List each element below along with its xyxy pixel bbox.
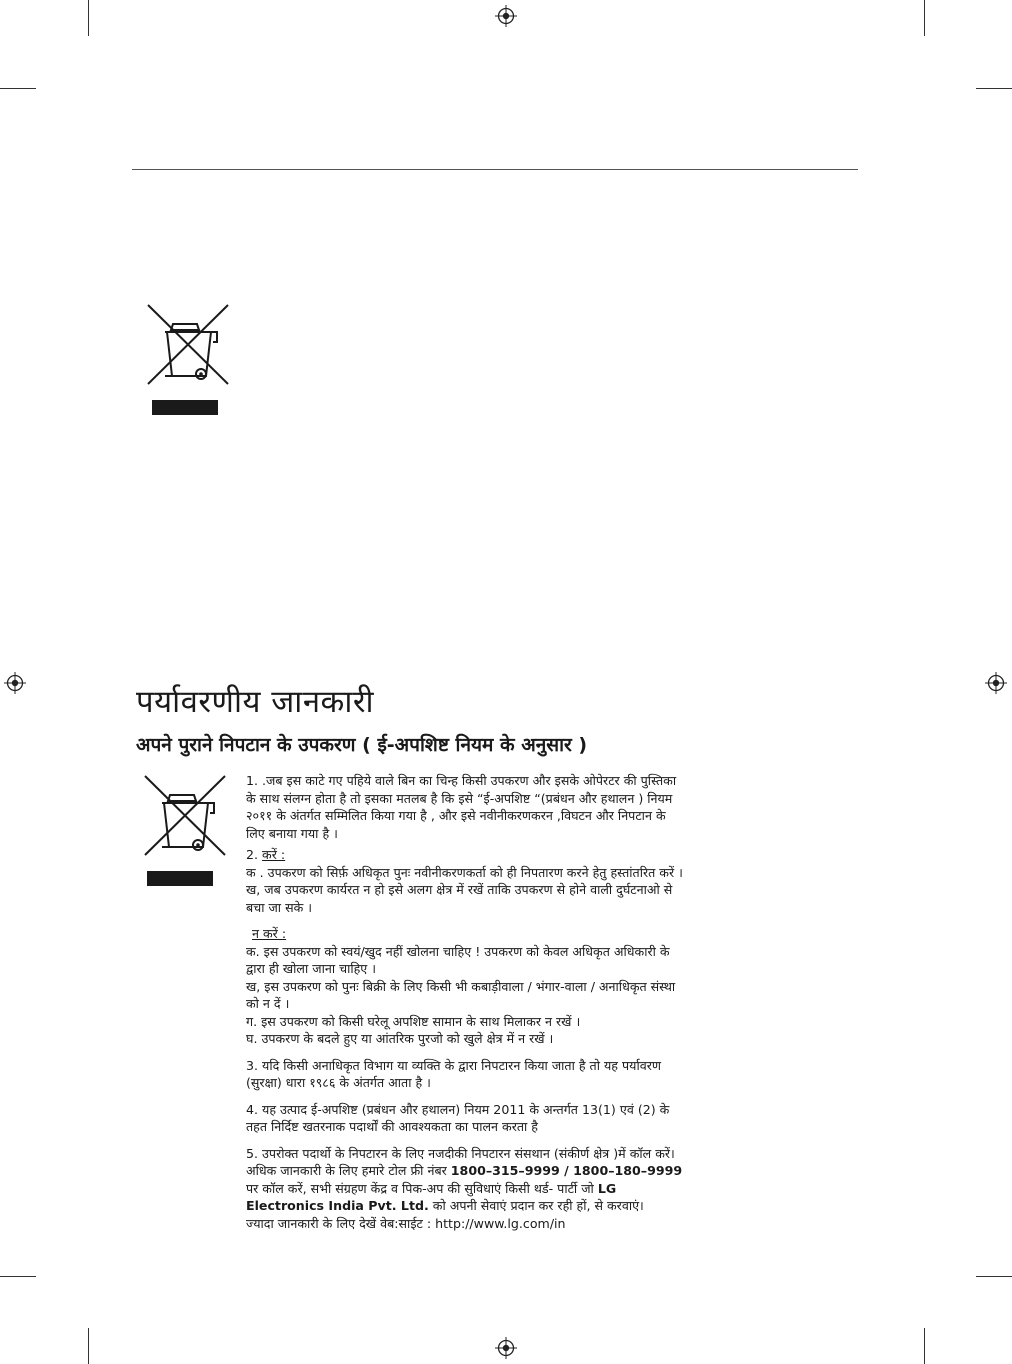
donts-label: न करें : — [252, 926, 287, 941]
crop-mark — [0, 1276, 36, 1277]
company-name: LG Electronics India Pvt. Ltd. — [246, 1180, 617, 1213]
paragraph-5-text-b: पर कॉल करें, सभी संग्रहण केंद्र व पिक-अप की सुविधाएं किसी थर्ड- पार्टी जो — [246, 1180, 598, 1196]
crossed-out-wheelie-bin-icon — [143, 302, 233, 417]
registration-mark-icon — [4, 672, 26, 694]
crop-mark — [976, 88, 1012, 89]
dos-number: 2. — [246, 847, 259, 862]
paragraph-1: 1. .जब इस काटे गए पहिये वाले बिन का चिन्ह किसी उपकरण और इसके ओपेरटर की पुस्तिका के साथ संलग्न होता है तो इसका मतलब है कि इसे “ई-अपशिष्ट “(प्रबंधन और हथालन ) नियम २०११ के अंतर्गत सम्मिलित किया गया है , और इसे नवीनीकरणकरन ,विघटन और निपटान के लिए बनाया गया है । — [246, 773, 677, 841]
dos-item-a: क . उपकरण को सिर्फ़ अधिकृत पुनः नवीनीकरणकर्ता को ही निपतारण करने हेतु हस्तांतरित करें । — [246, 864, 683, 880]
website-line: ज्यादा जानकारी के लिए देखें वेब:साईट : http://www.lg.com/in — [246, 1215, 566, 1231]
donts-item-b: ख, इस उपकरण को पुनः बिक्री के लिए किसी भी कबाड़ीवाला / भंगार-वाला / अनाधिकृत संस्था को न दें । — [246, 978, 676, 1011]
paragraph-5-text-a: 5. उपरोक्त पदार्थो के निपटारन के लिए नजदीकी निपटारन संसथान (संकीर्ण क्षेत्र )में कॉल करें। अधिक जानकारी के लिए हमारे टोल फ्री नंबर — [246, 1145, 675, 1178]
toll-free-number: 1800–315–9999 / 1800–180–9999 — [450, 1163, 683, 1178]
registration-mark-icon — [495, 5, 517, 27]
crop-mark — [0, 88, 36, 89]
crossed-out-wheelie-bin-icon — [140, 773, 230, 888]
section-subtitle: अपने पुराने निपटान के उपकरण ( ई-अपशिष्ट नियम के अनुसार ) — [136, 734, 588, 756]
disposal-instructions — [246, 772, 686, 1232]
registration-mark-icon — [985, 672, 1007, 694]
paragraph-5-text-c: को अपनी सेवाएं प्रदान कर रही हों, से करवाएं। — [428, 1198, 644, 1213]
donts-item-a: क. इस उपकरण को स्वयं/खुद नहीं खोलना चाहिए ! उपकरण को केवल अधिकृत अधिकारी के द्वारा ही खोला जाना चाहिए । — [246, 943, 670, 976]
page-title: पर्यावरणीय जानकारी — [136, 684, 375, 720]
paragraph-5 — [246, 1145, 686, 1215]
paragraph-4: 4. यह उत्पाद ई-अपशिष्ट (प्रबंधन और हथालन) नियम 2011 के अन्तर्गत 13(1) एवं (2) के तहत निर्दिष्ट खतरनाक पदार्थों की आवश्यकता का पालन करता है — [246, 1101, 670, 1134]
paragraph-3: 3. यदि किसी अनाधिकृत विभाग या व्यक्ति के द्वारा निपटारन किया जाता है तो यह पर्यावरण (सुरक्षा) धारा १९८६ के अंतर्गत आता है । — [246, 1057, 661, 1090]
dos-label: करें : — [262, 847, 286, 862]
horizontal-rule — [132, 169, 858, 170]
registration-mark-icon — [495, 1337, 517, 1359]
crop-mark — [924, 1328, 925, 1364]
crop-mark — [924, 0, 925, 36]
donts-heading — [246, 925, 686, 943]
crop-mark — [88, 1328, 89, 1364]
crop-mark — [88, 0, 89, 36]
crop-mark — [976, 1276, 1012, 1277]
dos-item-b: ख, जब उपकरण कार्यरत न हो इसे अलग क्षेत्र में रखें ताकि उपकरण से होने वाली दुर्घटनाओ से बचा जा सके । — [246, 882, 673, 915]
donts-item-d: घ. उपकरण के बदले हुए या आंतरिक पुरजो को खुले क्षेत्र में न रखें । — [246, 1031, 554, 1046]
dos-heading — [246, 846, 686, 864]
donts-item-c: ग. इस उपकरण को किसी घरेलू अपशिष्ट सामान के साथ मिलाकर न रखें । — [246, 1013, 581, 1029]
